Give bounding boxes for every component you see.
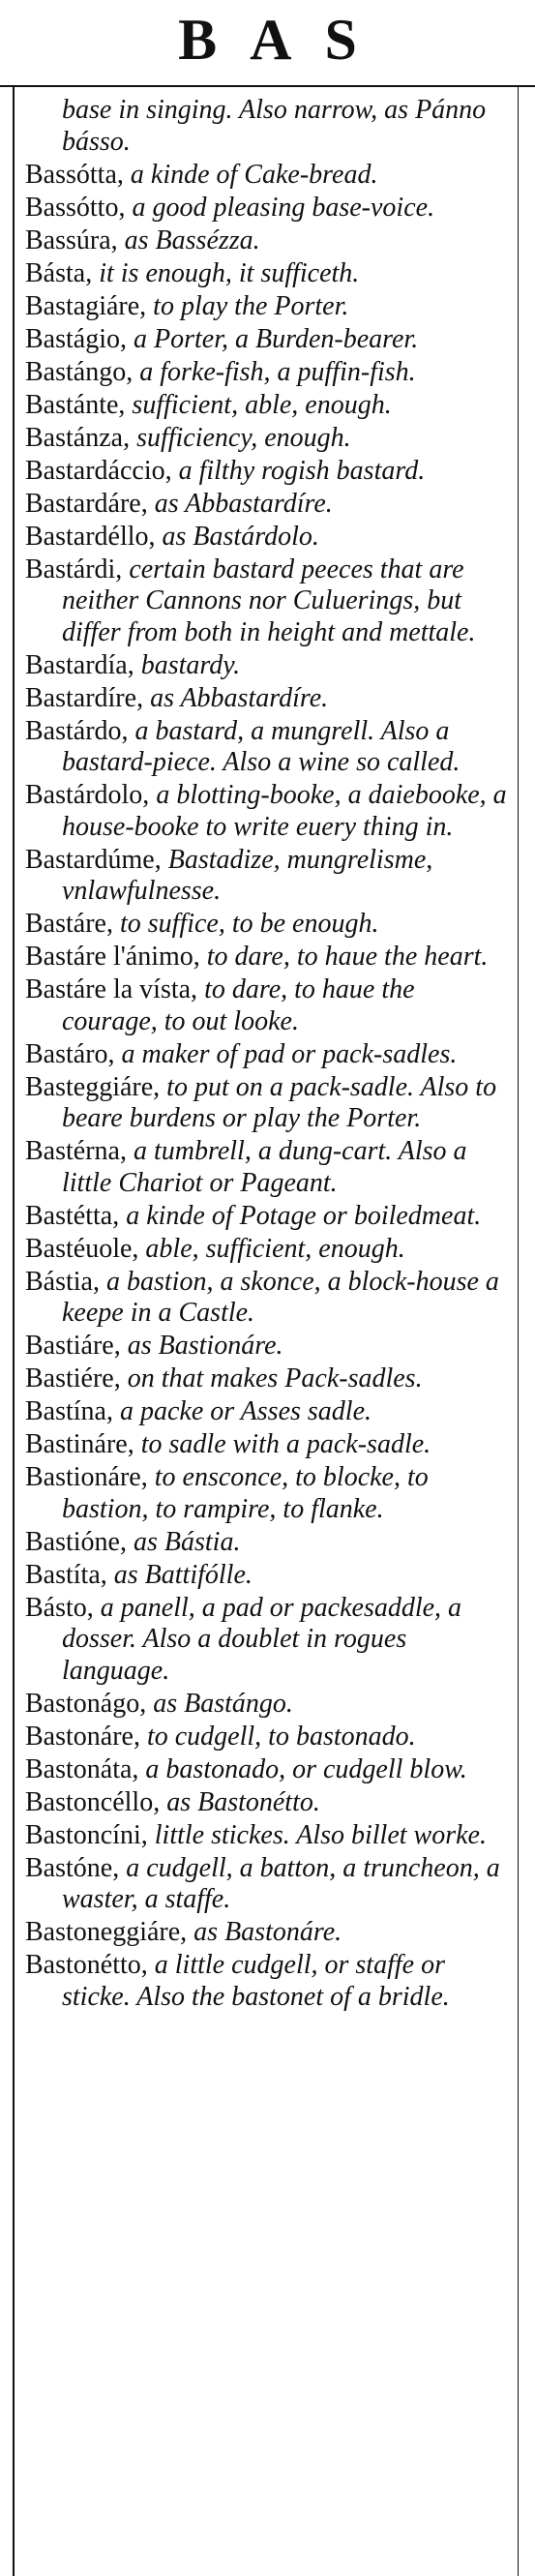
entry-definition: a kinde of Potage or boiledmeat. [119,1200,482,1231]
entry-definition: as Bastonétto. [160,1786,320,1817]
entry-definition: a bastard, a mungrell. Also a bastard-piece. Also a wine so called. [62,715,461,777]
entry-headword: Bastoneggiáre, [25,1917,188,1947]
entry-headword: Básto, [25,1592,94,1623]
entry-headword: Bastonétto, [25,1950,148,1980]
entry-headword: Bassúra, [25,225,118,255]
dictionary-entry [25,942,509,973]
entry-headword: Bastáre l'ánimo, [25,942,200,972]
dictionary-entry [25,489,509,521]
dictionary-entry [25,291,509,323]
dictionary-entry [25,423,509,455]
entry-headword: Bastáre la vísta, [25,974,198,1004]
entry-definition: a tumbrell, a dung-cart. Also a little Chariot or Pageant. [62,1136,467,1198]
entry-definition: a Porter, a Burden-bearer. [127,323,419,354]
dictionary-entry [25,1593,509,1688]
dictionary-entry [25,845,509,908]
entry-definition: able, sufficient, enough. [138,1233,405,1264]
entry-headword: Bastiáre, [25,1331,121,1361]
dictionary-entry [25,683,509,715]
entry-headword: Bastárdi, [25,554,123,584]
dictionary-entry [25,357,509,389]
dictionary-entry [25,1754,509,1786]
entry-headword: Bastoncéllo, [25,1786,161,1817]
dictionary-entry [25,1853,509,1916]
entry-definition: a packe or Asses sadle. [113,1396,372,1426]
dictionary-entry [25,1039,509,1071]
entry-definition: Bastadize, mungrelisme, vnlawfulnesse. [62,844,433,906]
entry-definition: as Abbastardíre. [143,682,329,713]
entry-definition: a bastion, a skonce, a block-house a keepe in a Castle. [62,1266,499,1328]
entry-headword: Bastonáta, [25,1753,139,1784]
entry-headword: Bastardáccio, [25,455,172,486]
dictionary-entry [25,1722,509,1753]
entry-headword: Bastoncíni, [25,1819,148,1850]
entry-headword: Bastóne, [25,1852,120,1883]
entry-definition: a bastonado, or cudgell blow. [138,1753,467,1784]
entry-definition: a panell, a pad or packesaddle, a dosser. Also a doublet in rogues language. [62,1592,462,1686]
dictionary-entry [25,974,509,1037]
entry-definition: to play the Porter. [146,290,349,321]
dictionary-entry [25,324,509,356]
dictionary-entry [25,554,509,649]
dictionary-entry [25,160,509,192]
dictionary-entry [25,1201,509,1233]
entry-definition: it is enough, it sufficeth. [92,257,360,288]
entry-headword: Bastánte, [25,389,126,420]
entry-headword: Bastardáre, [25,488,148,519]
dictionary-entry [25,258,509,290]
entry-definition: to cudgell, to bastonado. [139,1721,416,1752]
entry-definition: as Battifólle. [106,1559,253,1590]
dictionary-entry [25,1950,509,2013]
entry-headword: Bastardíre, [25,682,144,713]
entry-headword: Bástia, [25,1266,100,1297]
entry-headword: Bastináre, [25,1429,134,1459]
entry-headword: Bastardúme, [25,844,162,875]
dictionary-entry [25,390,509,422]
entry-headword: Bastonágo, [25,1688,147,1719]
entry-headword: Bastáre, [25,909,113,939]
dictionary-entry [25,193,509,225]
dictionary-entry [25,225,509,257]
entry-headword: Bastéuole, [25,1233,139,1264]
page-header [0,0,535,87]
entry-headword: Bastángo, [25,356,134,387]
entry-definition: a little cudgell, or staffe or sticke. Also the bastonet of a bridle. [62,1950,450,2012]
dictionary-entry [25,909,509,941]
dictionary-entry [25,1267,509,1330]
entry-headword: Bastétta, [25,1200,120,1231]
left-column-rule [13,85,15,2576]
dictionary-entry [25,1560,509,1592]
entry-headword: Bastérna, [25,1136,127,1166]
dictionary-entry [25,1234,509,1266]
dictionary-entry [25,1363,509,1395]
entry-definition: a kinde of Cake-bread. [123,159,378,190]
entry-headword: Bastardía, [25,649,134,680]
entry-definition: to dare, to haue the heart. [199,942,489,972]
entry-headword: Bastárdo, [25,715,129,746]
dictionary-column [25,95,509,2015]
entry-headword: Bastióne, [25,1526,127,1557]
dictionary-entry [25,1429,509,1461]
entry-definition: a blotting-booke, a daiebooke, a house-booke to write euery thing in. [62,780,507,842]
dictionary-entry [25,716,509,779]
entry-definition: base in singing. Also narrow, as Pánno básso. [62,95,487,157]
dictionary-entry [25,1527,509,1559]
entry-definition: to ensconce, to blocke, to bastion, to rampire, to flanke. [62,1462,429,1524]
entry-headword: Bastárdolo, [25,780,150,810]
dictionary-entry [25,522,509,554]
entry-definition: little stickes. Also billet worke. [147,1819,487,1850]
entry-definition: a maker of pad or pack-sadles. [114,1038,458,1069]
dictionary-entry [25,1820,509,1852]
entry-definition: a cudgell, a batton, a truncheon, a waster, a staffe. [62,1852,500,1914]
dictionary-entry [25,650,509,682]
entry-definition: a filthy rogish bastard. [171,455,426,486]
entry-headword: Bastonáre, [25,1721,140,1752]
entry-definition: certain bastard peeces that are neither Cannons nor Culuerings, but differ from both in height and mettale. [62,554,476,647]
running-head: BAS [178,8,390,72]
right-column-rule [518,85,519,2576]
entry-definition: as Abbastardíre. [147,488,333,519]
entry-headword: Bastiére, [25,1363,121,1393]
entry-definition: to sadle with a pack-sadle. [134,1429,431,1459]
dictionary-entry [25,456,509,488]
entry-definition: a good pleasing base-voice. [125,192,435,223]
entry-headword: Bastánza, [25,422,131,453]
entry-headword: Bastíta, [25,1559,107,1590]
entry-headword: Bastáro, [25,1038,115,1069]
entry-definition: bastardy. [134,649,241,680]
dictionary-entry [25,780,509,843]
dictionary-entry [25,1331,509,1363]
entry-headword: Bastagiáre, [25,290,147,321]
entry-definition: a forke-fish, a puffin-fish. [133,356,416,387]
entry-definition: to suffice, to be enough. [112,909,379,939]
entry-headword: Bastardéllo, [25,521,156,552]
dictionary-entry [25,95,509,158]
entry-headword: Básta, [25,257,93,288]
dictionary-entry [25,1396,509,1428]
entry-definition: sufficiency, enough. [130,422,351,453]
entry-headword: Bastionáre, [25,1462,148,1492]
entry-definition: to dare, to haue the courage, to out looke. [62,974,415,1036]
entry-headword: Bastágio, [25,323,127,354]
entry-definition: as Bástia. [127,1526,241,1557]
entry-headword: Basteggiáre, [25,1071,161,1102]
dictionary-entry [25,1136,509,1199]
entry-definition: as Bastonáre. [187,1917,342,1947]
entry-definition: as Bastionáre. [120,1331,283,1361]
entry-definition: to put on a pack-sadle. Also to beare burdens or play the Porter. [62,1071,497,1133]
entry-definition: as Bastárdolo. [155,521,319,552]
entry-definition: on that makes Pack-sadles. [120,1363,423,1393]
dictionary-entry [25,1689,509,1721]
dictionary-entry [25,1787,509,1819]
dictionary-entry [25,1462,509,1525]
dictionary-entry [25,1917,509,1949]
dictionary-entry [25,1072,509,1135]
entry-definition: as Bastángo. [146,1688,293,1719]
entry-headword: Bassótta, [25,159,124,190]
entry-headword: Bassótto, [25,192,126,223]
entry-definition: sufficient, able, enough. [125,389,392,420]
entry-headword: Bastína, [25,1396,113,1426]
entry-definition: as Bassézza. [117,225,260,255]
